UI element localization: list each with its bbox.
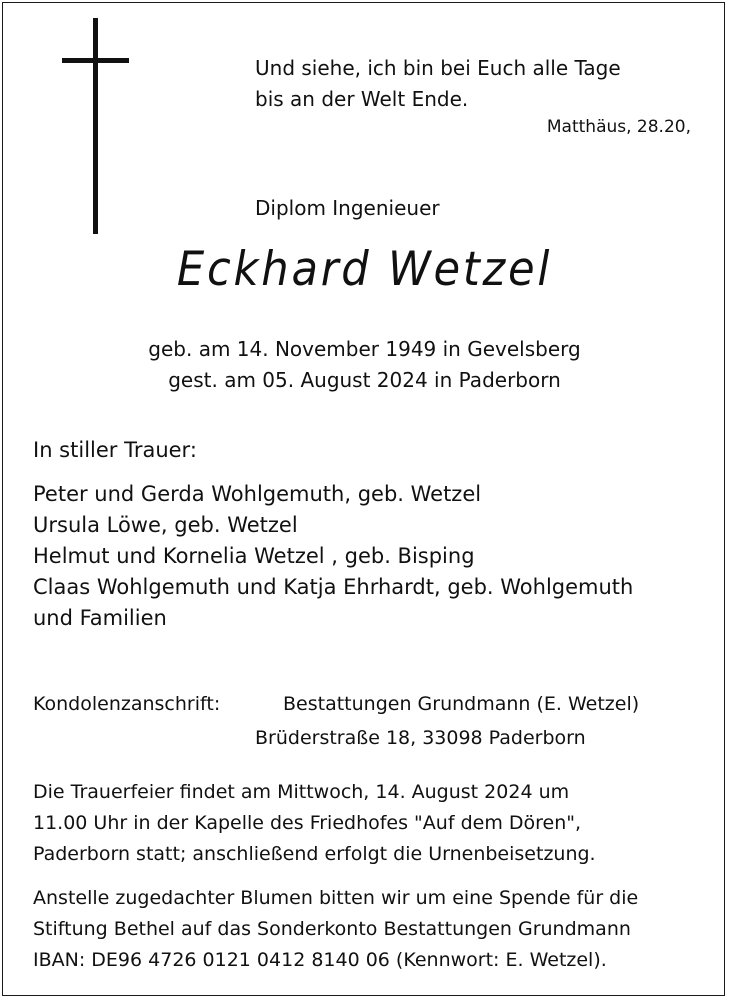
donation-line: Stiftung Bethel auf das Sonderkonto Bestattungen Grundmann bbox=[33, 918, 631, 940]
verse-reference: Matthäus, 28.20, bbox=[546, 117, 691, 137]
birth-date: geb. am 14. November 1949 in Gevelsberg bbox=[148, 337, 581, 361]
cross-icon bbox=[93, 18, 98, 234]
condolence-label: Kondolenzanschrift: bbox=[33, 693, 221, 715]
deceased-name: Eckhard Wetzel bbox=[176, 242, 553, 297]
funeral-info bbox=[33, 777, 596, 870]
donation-line: IBAN: DE96 4726 0121 0412 8140 06 (Kennwort: E. Wetzel). bbox=[33, 949, 607, 971]
mourner-line: Helmut und Kornelia Wetzel , geb. Bisping bbox=[33, 544, 475, 568]
mourners-heading: In stiller Trauer: bbox=[33, 438, 197, 462]
mourner-line: und Familien bbox=[33, 606, 167, 630]
life-dates bbox=[0, 334, 729, 396]
verse-line: Und siehe, ich bin bei Euch alle Tage bbox=[255, 56, 621, 80]
donation-line: Anstelle zugedachter Blumen bitten wir um eine Spende für die bbox=[33, 887, 639, 909]
condolence-address-line: Bestattungen Grundmann (E. Wetzel) bbox=[283, 693, 640, 715]
mourners-list bbox=[33, 479, 633, 634]
mourner-line: Peter und Gerda Wohlgemuth, geb. Wetzel bbox=[33, 482, 482, 506]
funeral-line: Die Trauerfeier findet am Mittwoch, 14. August 2024 um bbox=[33, 781, 570, 803]
funeral-line: Paderborn statt; anschließend erfolgt die Urnenbeisetzung. bbox=[33, 843, 596, 865]
death-date: gest. am 05. August 2024 in Paderborn bbox=[168, 368, 561, 392]
funeral-line: 11.00 Uhr in der Kapelle des Friedhofes "Auf dem Dören", bbox=[33, 812, 582, 834]
bible-verse bbox=[255, 53, 621, 115]
mourner-line: Ursula Löwe, geb. Wetzel bbox=[33, 513, 298, 537]
cross-icon-bar bbox=[62, 58, 129, 63]
mourner-line: Claas Wohlgemuth und Katja Ehrhardt, geb. Wohlgemuth bbox=[33, 575, 634, 599]
condolence-address-line: Brüderstraße 18, 33098 Paderborn bbox=[255, 727, 586, 749]
verse-line: bis an der Welt Ende. bbox=[255, 87, 469, 111]
donation-info bbox=[33, 883, 638, 976]
deceased-title: Diplom Ingenieuer bbox=[255, 196, 440, 220]
